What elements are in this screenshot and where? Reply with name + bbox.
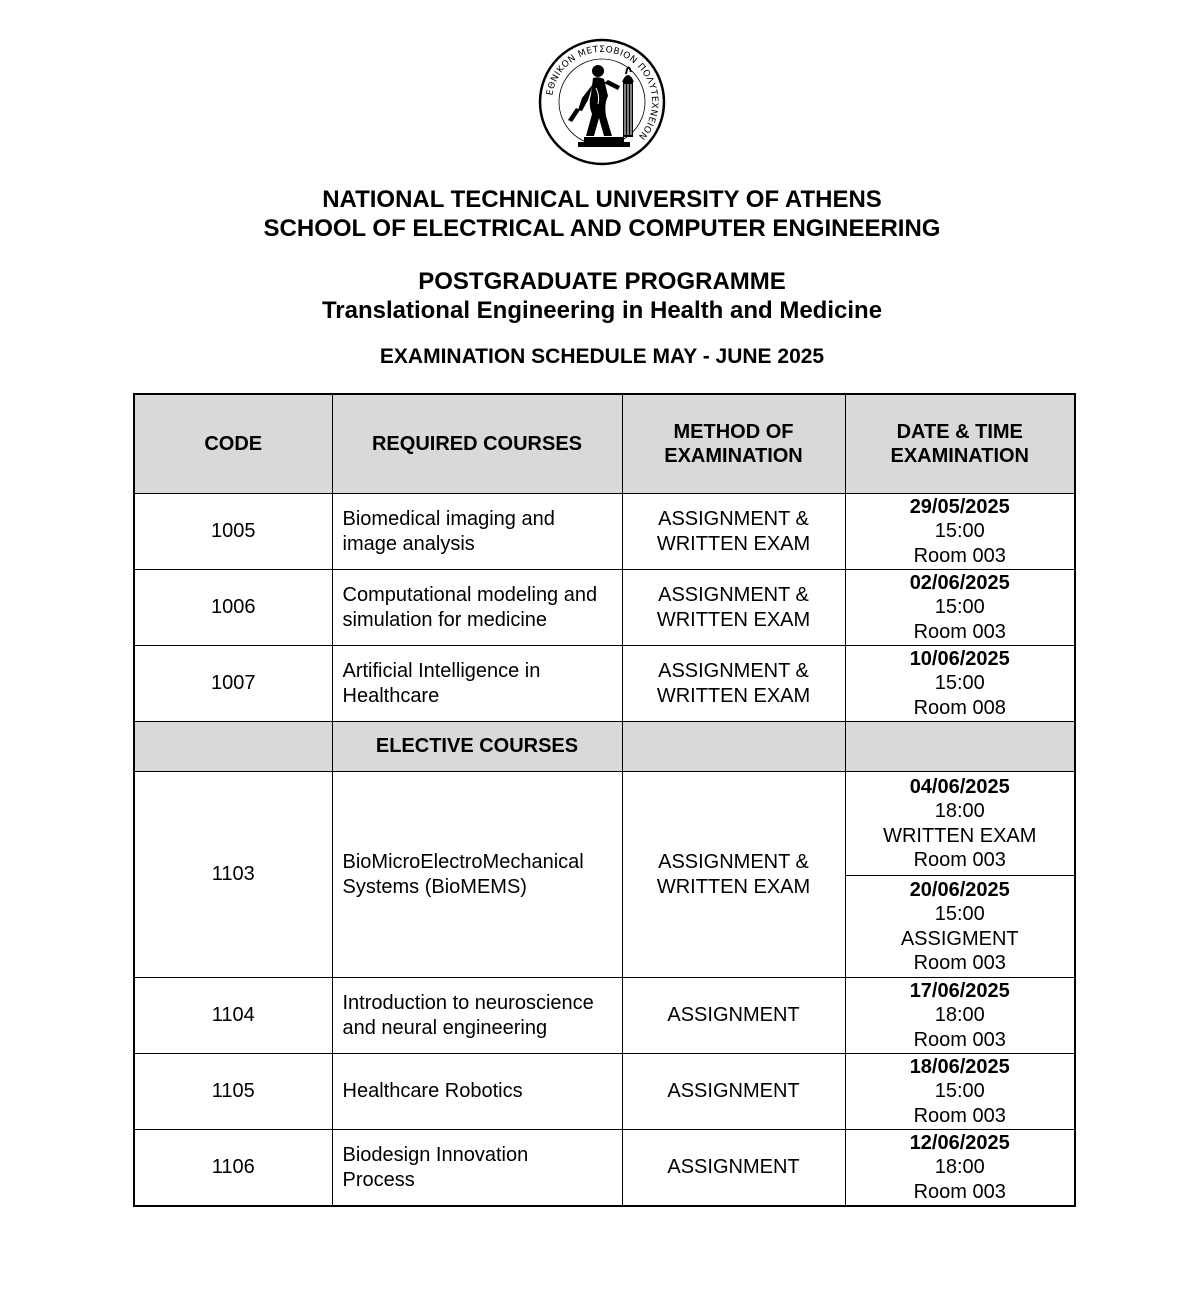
method-line2: WRITTEN EXAM: [656, 875, 811, 898]
exam-date: 04/06/2025: [909, 775, 1010, 798]
exam-room: Room 003: [913, 544, 1006, 567]
exam-time: 18:00: [934, 800, 985, 822]
table-row: [134, 646, 1075, 722]
exam-datetime: [845, 1054, 1075, 1130]
table-row: [134, 978, 1075, 1054]
table-row: [134, 1130, 1075, 1207]
exam-date: 17/06/2025: [909, 979, 1010, 1002]
course-code: 1104: [134, 978, 332, 1054]
exam-date: 18/06/2025: [909, 1055, 1010, 1078]
exam-datetime: [845, 494, 1075, 570]
table-row: [134, 772, 1075, 978]
table-header-row: [134, 394, 1075, 494]
course-name-line2: simulation for medicine: [342, 608, 548, 631]
course-code: 1103: [134, 772, 332, 978]
exam-slot-written: [846, 772, 1075, 875]
course-name-line1: BioMicroElectroMechanical: [342, 851, 584, 873]
svg-text:ΕΘΝΙΚΟΝ ΜΕΤΣΟΒΙΟΝ ΠΟΛΥΤΕΧΝΕΙΟΝ: ΕΘΝΙΚΟΝ ΜΕΤΣΟΒΙΟΝ ΠΟΛΥΤΕΧΝΕΙΟΝ: [545, 44, 660, 142]
exam-method: [622, 570, 845, 646]
exam-time: 15:00: [934, 1080, 985, 1103]
course-name: [332, 494, 622, 570]
table-row: [134, 570, 1075, 646]
course-code: 1106: [134, 1130, 332, 1207]
course-name-line1: Artificial Intelligence in: [342, 660, 541, 682]
exam-time: 15:00: [934, 903, 985, 925]
university-name: NATIONAL TECHNICAL UNIVERSITY OF ATHENS: [322, 186, 882, 213]
university-seal-logo: [538, 38, 666, 166]
date-header-line2: EXAMINATION: [890, 445, 1029, 467]
method-line1: ASSIGNMENT &: [658, 660, 809, 682]
exam-datetime: [845, 978, 1075, 1054]
method-line1: ASSIGNMENT &: [658, 508, 809, 530]
course-code: 1105: [134, 1054, 332, 1130]
course-code: 1006: [134, 570, 332, 646]
table-row: [134, 494, 1075, 570]
course-name-line2: Systems (BioMEMS): [342, 875, 527, 898]
exam-time: 18:00: [934, 1156, 985, 1179]
exam-room: Room 003: [913, 849, 1006, 871]
exam-time: 18:00: [934, 1004, 985, 1027]
column-header-courses: REQUIRED COURSES: [332, 394, 622, 494]
course-name: [332, 978, 622, 1054]
seal-emblem-icon: [538, 38, 666, 166]
column-header-code: CODE: [134, 394, 332, 494]
method-line1: ASSIGNMENT &: [658, 851, 809, 873]
exam-datetime-split: [845, 772, 1075, 978]
section-empty-cell: [845, 722, 1075, 772]
programme-heading: [0, 267, 1204, 325]
course-name-line1: Healthcare Robotics: [342, 1080, 523, 1103]
course-name: [332, 1130, 622, 1207]
exam-room: Room 003: [913, 1104, 1006, 1127]
exam-date: 12/06/2025: [909, 1131, 1010, 1154]
exam-room: Room 003: [913, 1180, 1006, 1203]
course-name: [332, 646, 622, 722]
method-line2: WRITTEN EXAM: [656, 532, 811, 555]
course-name: [332, 1054, 622, 1130]
exam-method: ASSIGNMENT: [622, 978, 845, 1054]
course-code: 1007: [134, 646, 332, 722]
exam-datetime: [845, 1130, 1075, 1207]
exam-datetime: [845, 570, 1075, 646]
course-name-line2: Process: [342, 1168, 415, 1191]
school-name: SCHOOL OF ELECTRICAL AND COMPUTER ENGINEERING: [263, 215, 941, 242]
course-name-line2: and neural engineering: [342, 1016, 548, 1039]
course-name-line1: Biomedical imaging and: [342, 508, 555, 530]
course-name: [332, 772, 622, 978]
exam-method: [622, 646, 845, 722]
course-name-line1: Biodesign Innovation: [342, 1144, 529, 1166]
programme-name: Translational Engineering in Health and Medicine: [321, 297, 883, 324]
table-row: [134, 1054, 1075, 1130]
exam-time: 15:00: [934, 520, 985, 543]
date-header-line1: DATE & TIME: [896, 420, 1023, 443]
programme-label: POSTGRADUATE PROGRAMME: [418, 268, 786, 295]
exam-date: 29/05/2025: [909, 495, 1010, 518]
method-line2: WRITTEN EXAM: [656, 684, 811, 707]
exam-slot-assignment: [846, 875, 1075, 977]
exam-datetime: [845, 646, 1075, 722]
method-header-line1: METHOD OF: [673, 420, 794, 443]
exam-type: WRITTEN EXAM: [883, 824, 1037, 847]
method-line2: WRITTEN EXAM: [656, 608, 811, 631]
exam-time: 15:00: [934, 596, 985, 619]
course-code: 1005: [134, 494, 332, 570]
schedule-title: EXAMINATION SCHEDULE MAY - JUNE 2025: [379, 345, 825, 368]
exam-slots: [846, 772, 1075, 977]
exam-room: Room 003: [913, 1028, 1006, 1051]
exam-date: 02/06/2025: [909, 571, 1010, 594]
exam-room: Room 003: [913, 620, 1006, 643]
method-line1: ASSIGNMENT &: [658, 584, 809, 606]
exam-time: 15:00: [934, 672, 985, 695]
exam-room: Room 008: [913, 696, 1006, 719]
column-header-date: [845, 394, 1075, 494]
method-header-line2: EXAMINATION: [664, 445, 803, 467]
course-name-line1: Introduction to neuroscience: [342, 992, 594, 1014]
section-empty-cell: [134, 722, 332, 772]
elective-section-row: [134, 722, 1075, 772]
exam-date: 20/06/2025: [909, 878, 1010, 901]
column-header-method: [622, 394, 845, 494]
exam-method: ASSIGNMENT: [622, 1054, 845, 1130]
exam-method: [622, 772, 845, 978]
course-name-line2: Healthcare: [342, 684, 440, 707]
exam-method: [622, 494, 845, 570]
section-empty-cell: [622, 722, 845, 772]
exam-method: ASSIGNMENT: [622, 1130, 845, 1207]
exam-date: 10/06/2025: [909, 647, 1010, 670]
exam-room: Room 003: [913, 952, 1006, 974]
course-name-line2: image analysis: [342, 532, 475, 555]
course-name-line1: Computational modeling and: [342, 584, 598, 606]
course-name: [332, 570, 622, 646]
university-heading: [0, 185, 1204, 243]
exam-type: ASSIGMENT: [900, 927, 1019, 950]
exam-schedule-table: [133, 393, 1076, 1207]
elective-courses-heading: ELECTIVE COURSES: [332, 722, 622, 772]
